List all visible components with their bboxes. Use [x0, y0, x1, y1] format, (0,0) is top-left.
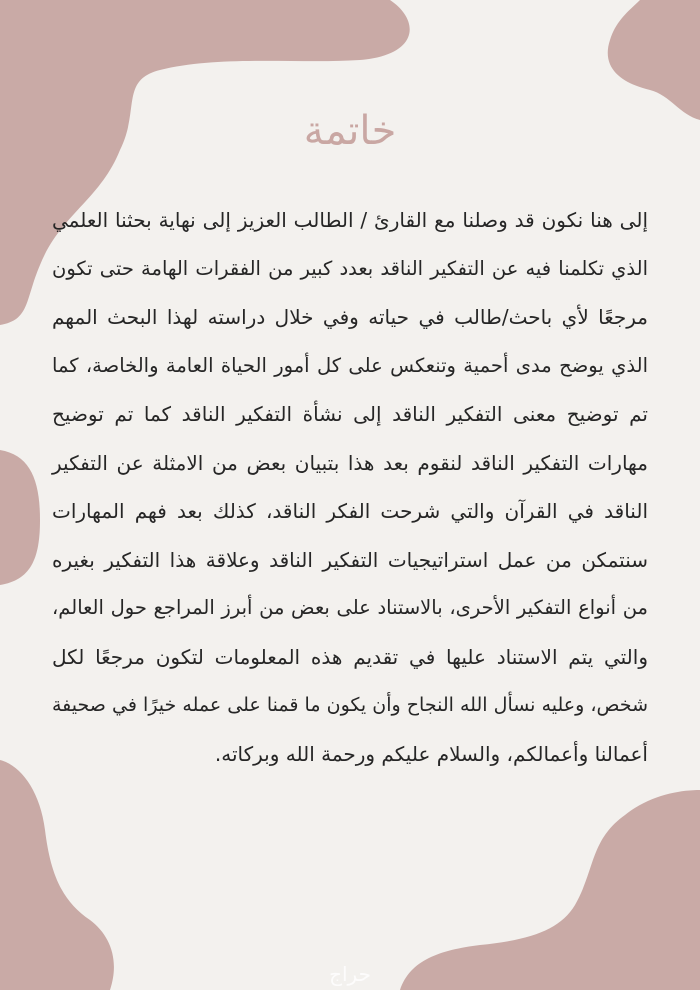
paragraph-line: الذي تكلمنا فيه عن التفكير الناقد بعدد كبير من الفقرات الهامة حتى تكون: [52, 256, 648, 280]
paragraph-line: أعمالنا وأعمالكم، والسلام عليكم ورحمة الله وبركاته.: [214, 741, 648, 766]
paragraph-line: مهارات التفكير الناقد لنقوم بعد هذا بتبيان بعض من الامثلة عن التفكير: [52, 450, 648, 475]
bottom-right-blob: [400, 790, 700, 990]
paragraph-line: والتي يتم الاستناد عليها في تقديم هذه المعلومات لتكون مرجعًا لكل: [52, 644, 648, 669]
top-right-blob: [608, 0, 700, 120]
paragraph-line: تم توضيح معنى التفكير الناقد إلى نشأة التفكير الناقد كما تم توضيح: [52, 402, 648, 426]
page-title: خاتمة: [303, 108, 397, 154]
paragraph-line: الناقد في القرآن والتي شرحت الفكر الناقد، كذلك بعد فهم المهارات: [52, 499, 648, 523]
paragraph-line: الذي يوضح مدى أحمية وتنعكس على كل أمور الحياة العامة والخاصة، كما: [52, 353, 648, 377]
paragraph-line: مرجعًا لأي باحث/طالب في حياته وفي خلال دراسته لهذا البحث المهم: [52, 305, 648, 329]
bottom-left-blob: [0, 760, 114, 990]
paragraph-line: شخص، وعليه نسأل الله النجاح وأن يكون ما قمنا على عمله خيرًا في صحيفة: [52, 694, 648, 716]
conclusion-paragraph: [52, 196, 648, 778]
watermark-logo: حراج: [329, 962, 371, 986]
paragraph-line: من أنواع التفكير الأحرى، بالاستناد على بعض من أبرز المراجع حول العالم،: [52, 596, 648, 619]
paragraph-line: إلى هنا نكون قد وصلنا مع القارئ / الطالب العزيز إلى نهاية بحثنا العلمي: [52, 208, 648, 232]
paragraph-line: سنتمكن من عمل استراتيجيات التفكير الناقد وعلاقة هذا التفكير بغيره: [52, 547, 648, 572]
left-middle-blob: [0, 450, 40, 585]
